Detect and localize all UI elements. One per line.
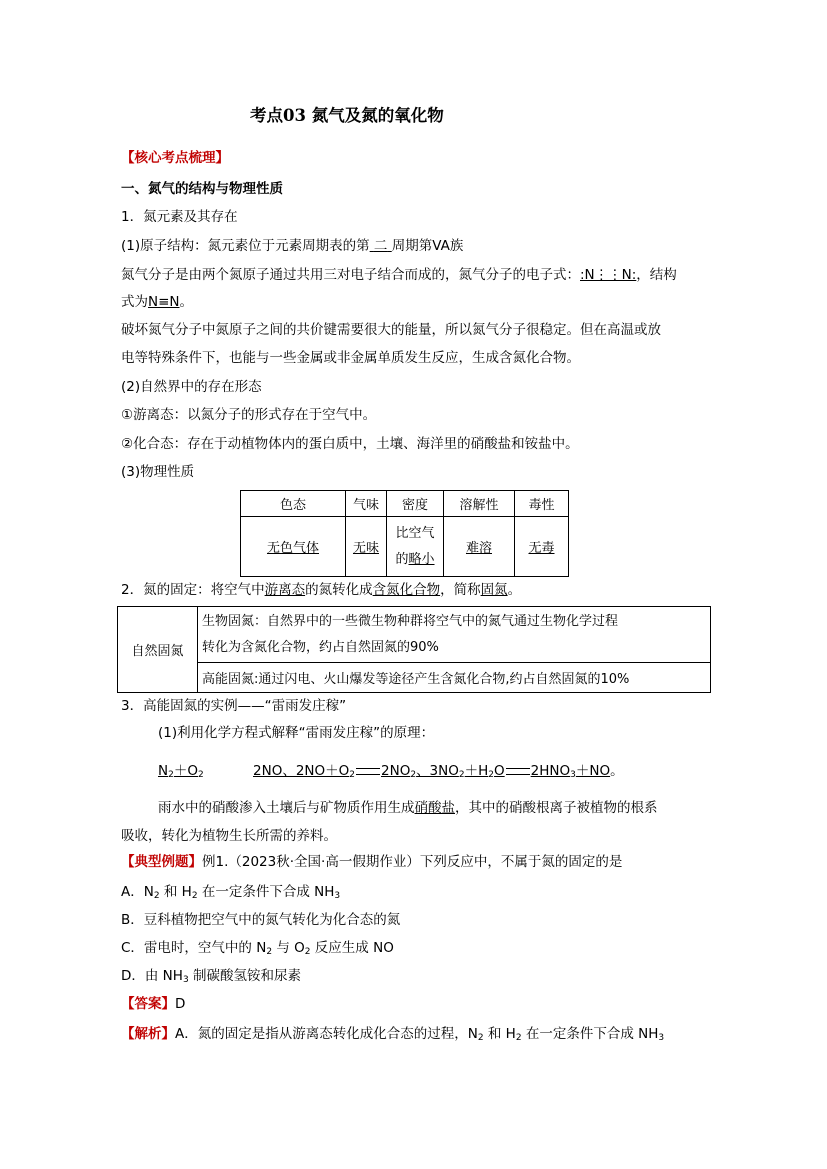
- physical-properties-table: [240, 490, 569, 577]
- s1-atomic-structure: [121, 236, 463, 256]
- natural-fixation-label: 自然固氮: [118, 607, 198, 693]
- analysis-label: 【解析】: [121, 1026, 175, 1042]
- option-b: B．豆科植物把空气中的氮气转化为化合态的氮: [121, 912, 401, 928]
- biological-fixation: 生物固氮：自然界中的一些微生物种群将空气中的氮气通过生物化学过程 转化为含氮化合物，约占自然固氮的90%: [198, 607, 711, 663]
- value-toxicity: 无毒: [515, 517, 569, 577]
- answer-value: D: [175, 996, 186, 1012]
- free-state-answer: 游离态: [264, 582, 306, 598]
- value-solubility: 难溶: [444, 517, 515, 577]
- example-label: 【典型例题】: [121, 854, 202, 870]
- s1-p3-suffix: 。: [179, 294, 194, 310]
- header-toxicity: 毒性: [515, 491, 569, 517]
- option-a: A．$N_2$ 和 $H_2$ 在一定条件下合成 $NH_3$: [121, 884, 341, 901]
- example-question: 【典型例题】例1.（2023秋·全国·高一假期作业）下列反应中，不属于氮的固定的是: [121, 854, 623, 870]
- value-color-state: 无色气体: [241, 517, 346, 577]
- s1-stability-line2: 电等特殊条件下，也能与一些金属或非金属单质发生反应，生成含氮化合物。: [121, 350, 580, 366]
- answer-line: [121, 994, 185, 1014]
- header-color-state: 色态: [241, 491, 346, 517]
- nitrate-answer: 硝酸盐: [414, 800, 455, 816]
- fixation-answer: 固氮: [480, 582, 508, 598]
- structural-formula-answer: N≡N: [148, 294, 180, 310]
- s3-nitrate-line2: 吸收，转化为植物生长所需的养料。: [121, 828, 337, 844]
- s3-heading: 3．高能固氮的实例——“雷雨发庄稼”: [121, 698, 347, 714]
- value-odor: 无味: [346, 517, 387, 577]
- s3-equation-prompt: (1)利用化学方程式解释“雷雨发庄稼”的原理：: [158, 725, 435, 741]
- header-density: 密度: [387, 491, 444, 517]
- s1-structural-formula: [121, 292, 193, 312]
- nitrogen-fixation-table: [117, 606, 711, 693]
- period-answer: 二: [373, 238, 388, 254]
- s1-physical-properties: (3)物理性质: [121, 464, 195, 480]
- compound-answer: 含氮化合物: [372, 582, 441, 598]
- high-energy-fixation: 高能固氮:通过闪电、火山爆发等途径产生含氮化合物,约占自然固氮的10%: [198, 663, 711, 693]
- s2-nitrogen-fixation: 2．氮的固定：将空气中游离态的氮转化成含氮化合物，简称固氮。: [121, 582, 522, 598]
- option-c: C．雷电时，空气中的 $N_2$ 与 $O_2$ 反应生成 NO: [121, 940, 394, 957]
- value-density: 比空气 的略小: [387, 517, 444, 577]
- s1-electron-formula: [121, 265, 677, 285]
- header-solubility: 溶解性: [444, 491, 515, 517]
- page-title: 考点03 氮气及氮的氧化物: [250, 106, 444, 125]
- analysis-line: 【解析】A．氮的固定是指从游离态转化成化合态的过程，$N_2$ 和 $H_2$ 在一定条件下合成 $NH_3$: [121, 1026, 665, 1043]
- s1-heading: 1．氮元素及其存在: [121, 209, 238, 225]
- s3-nitrate-line1: 雨水中的硝酸渗入土壤后与矿物质作用生成硝酸盐，其中的硝酸根离子被植物的根系: [158, 800, 658, 816]
- section-label: 【核心考点梳理】: [121, 150, 229, 166]
- s1-p3-prefix: 式为: [121, 294, 148, 310]
- s1-p2-suffix: ，结构: [636, 267, 677, 283]
- s1-p2-prefix: 氮气分子是由两个氮原子通过共用三对电子结合而成的，氮气分子的电子式：: [121, 267, 580, 283]
- option-d: D．由 $NH_3$ 制碳酸氢铵和尿素: [121, 968, 301, 985]
- s1-p1-suffix: 周期第VA族: [391, 238, 464, 254]
- s1-stability-line1: 破坏氮气分子中氮原子之间的共价键需要很大的能量，所以氮气分子很稳定。但在高温或放: [121, 322, 661, 338]
- s1-natural-forms: (2)自然界中的存在形态: [121, 379, 262, 395]
- heading-nitrogen-structure: 一、氮气的结构与物理性质: [121, 181, 283, 197]
- electron-formula-answer: :N⋮⋮N:: [580, 267, 637, 283]
- equation-reactants: $N_2+O_2$: [158, 763, 204, 780]
- answer-label: 【答案】: [121, 996, 175, 1012]
- header-odor: 气味: [346, 491, 387, 517]
- s1-free-state: ①游离态：以氮分子的形式存在于空气中。: [121, 407, 377, 423]
- s1-p1-prefix: (1)原子结构：氮元素位于元素周期表的第: [121, 238, 370, 254]
- equation-products: 2NO、$2NO+O_2$ $2NO_2$、$3NO_2+H_2O$ $2HNO_3+NO$。: [253, 763, 624, 780]
- s1-combined-state: ②化合态：存在于动植物体内的蛋白质中，土壤、海洋里的硝酸盐和铵盐中。: [121, 436, 579, 452]
